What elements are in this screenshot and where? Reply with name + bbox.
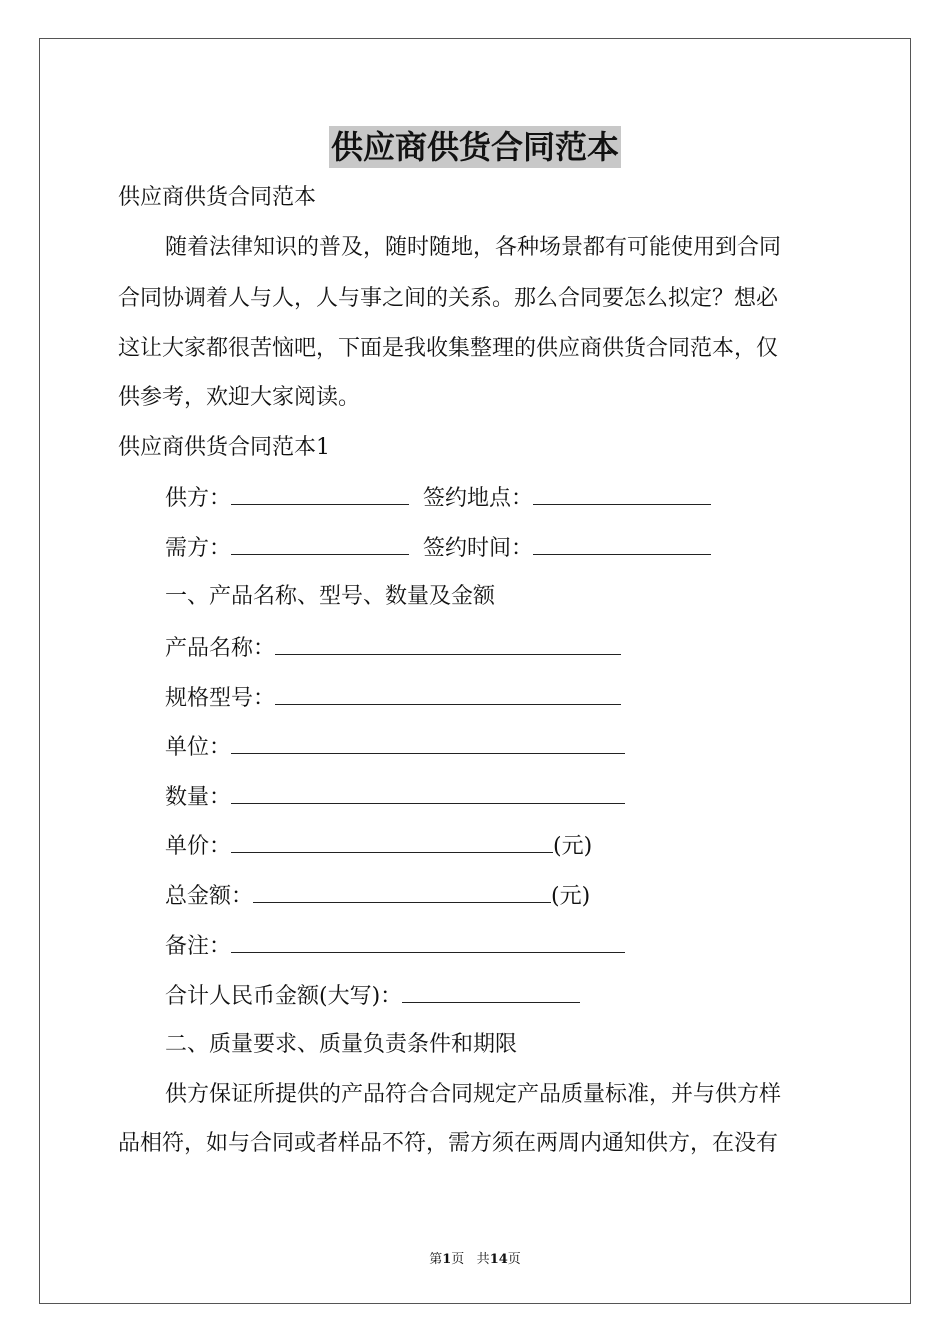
rmb-total-blank [402, 980, 580, 1003]
buyer-row [165, 532, 711, 564]
part2-line-2: 品相符，如与合同或者样品不符，需方须在两周内通知供方，在没有 [118, 1131, 779, 1156]
unit-blank [231, 731, 625, 754]
unit-price-blank [231, 830, 553, 853]
unit-row [165, 731, 625, 763]
page-border [39, 38, 911, 1304]
remark-blank [231, 930, 625, 953]
total-row [165, 880, 590, 912]
rmb-total-row [165, 980, 580, 1012]
total-pages: 14 [489, 1252, 508, 1267]
product-name-blank [275, 632, 621, 655]
time-label: 签约时间： [423, 536, 534, 561]
unit-price-row [165, 830, 592, 862]
spec-model-blank [275, 682, 621, 705]
section-title: 供应商供货合同范本1 [118, 435, 330, 460]
spec-model-label: 规格型号： [165, 686, 276, 711]
part2-heading: 二、质量要求、质量负责条件和期限 [165, 1032, 518, 1057]
product-name-row [165, 632, 621, 664]
quantity-blank [231, 781, 625, 804]
total-label: 总金额： [165, 884, 254, 909]
intro-line-2: 合同协调着人与人，人与事之间的关系。那么合同要怎么拟定？想必 [118, 286, 779, 311]
place-blank [533, 482, 711, 505]
subtitle: 供应商供货合同范本 [118, 185, 317, 210]
page-number: 1 [442, 1252, 452, 1267]
time-blank [533, 532, 711, 555]
unit-price-label: 单价： [165, 834, 232, 859]
quantity-row [165, 781, 625, 813]
unit-price-currency: (元) [553, 834, 593, 859]
remark-label: 备注： [165, 934, 232, 959]
intro-line-4: 供参考，欢迎大家阅读。 [118, 385, 361, 410]
quantity-label: 数量： [165, 785, 232, 810]
rmb-total-label: 合计人民币金额(大写)： [165, 984, 403, 1009]
document-title: 供应商供货合同范本 [330, 128, 619, 166]
product-name-label: 产品名称： [165, 636, 276, 661]
intro-line-3: 这让大家都很苦恼吧，下面是我收集整理的供应商供货合同范本，仅 [118, 336, 779, 361]
remark-row [165, 930, 625, 962]
part1-heading: 一、产品名称、型号、数量及金额 [165, 584, 496, 609]
total-blank [253, 880, 551, 903]
place-label: 签约地点： [423, 486, 534, 511]
unit-label: 单位： [165, 735, 232, 760]
spec-model-row [165, 682, 621, 714]
buyer-label: 需方： [165, 536, 232, 561]
page-footer: 第1页 共14页 [429, 1252, 521, 1267]
supplier-blank [231, 482, 409, 505]
buyer-blank [231, 532, 409, 555]
intro-line-1: 随着法律知识的普及，随时随地，各种场景都有可能使用到合同 [165, 235, 782, 260]
supplier-row [165, 482, 711, 514]
total-currency: (元) [551, 884, 591, 909]
supplier-label: 供方： [165, 486, 232, 511]
part2-line-1: 供方保证所提供的产品符合合同规定产品质量标准，并与供方样 [165, 1082, 782, 1107]
title-wrap [0, 126, 950, 168]
